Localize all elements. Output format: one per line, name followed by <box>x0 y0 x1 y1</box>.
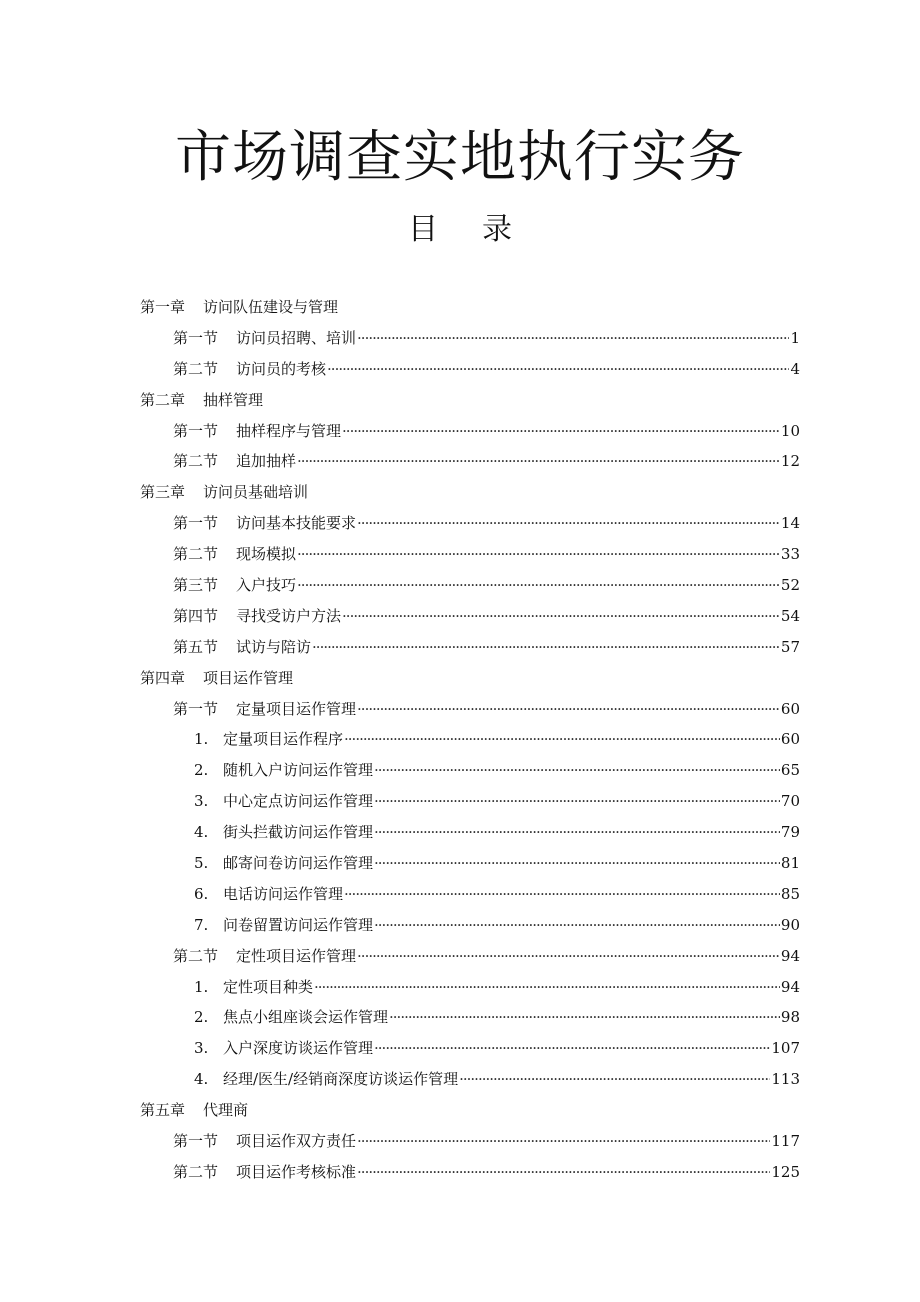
document-title: 市场调查实地执行实务 <box>175 125 745 190</box>
toc-item[interactable] <box>194 879 800 910</box>
dot-leader <box>389 1002 780 1033</box>
page-number: 107 <box>771 1039 800 1058</box>
toc-row <box>0 972 920 1003</box>
dot-leader <box>459 1064 770 1095</box>
entry-title: 焦点小组座谈会运作管理 <box>223 1008 389 1027</box>
toc-section[interactable] <box>173 941 800 972</box>
dot-leader <box>374 786 780 817</box>
page-number: 125 <box>771 1162 800 1181</box>
entry-label: 第一节 <box>173 514 219 533</box>
dot-leader <box>357 323 789 354</box>
toc-row <box>0 477 920 508</box>
page-number: 33 <box>780 545 800 564</box>
entry-label: 4. <box>194 823 209 842</box>
entry-label: 第一节 <box>173 421 219 440</box>
dot-leader <box>297 570 780 601</box>
dot-leader <box>357 1157 770 1188</box>
page-number: 79 <box>780 823 800 842</box>
toc-row <box>0 817 920 848</box>
entry-title: 访问基本技能要求 <box>236 514 357 533</box>
page-number: 70 <box>780 792 800 811</box>
toc-section[interactable] <box>173 323 800 354</box>
entry-label: 6. <box>194 884 209 903</box>
toc-chapter <box>140 663 293 694</box>
toc-row <box>0 1126 920 1157</box>
toc-row <box>0 663 920 694</box>
toc-chapter <box>140 292 338 323</box>
entry-title: 试访与陪访 <box>236 637 312 656</box>
entry-title: 电话访问运作管理 <box>223 884 344 903</box>
toc-row <box>0 910 920 941</box>
entry-title: 入户深度访谈运作管理 <box>223 1039 374 1058</box>
dot-leader <box>357 694 780 725</box>
page-number: 12 <box>780 452 800 471</box>
entry-label: 第一节 <box>173 1132 219 1151</box>
entry-label: 第一节 <box>173 699 219 718</box>
toc-row <box>0 724 920 755</box>
page-number: 117 <box>771 1132 800 1151</box>
toc-item[interactable] <box>194 817 800 848</box>
entry-label: 7. <box>194 915 209 934</box>
toc-item[interactable] <box>194 848 800 879</box>
chapter-label: 第一章 <box>140 298 186 316</box>
page-number: 113 <box>771 1070 800 1089</box>
toc-row <box>0 323 920 354</box>
dot-leader <box>357 941 780 972</box>
entry-label: 第一节 <box>173 328 219 347</box>
toc-row <box>0 755 920 786</box>
toc-item[interactable] <box>194 786 800 817</box>
entry-title: 定性项目种类 <box>223 977 314 996</box>
entry-title: 中心定点访问运作管理 <box>223 792 374 811</box>
page-number: 10 <box>780 421 800 440</box>
entry-title: 问卷留置访问运作管理 <box>223 915 374 934</box>
entry-label: 第二节 <box>173 359 219 378</box>
toc-row <box>0 385 920 416</box>
entry-title: 定性项目运作管理 <box>236 946 357 965</box>
chapter-title: 项目运作管理 <box>203 668 294 687</box>
entry-label: 1. <box>194 977 209 996</box>
entry-label: 4. <box>194 1070 209 1089</box>
page-number: 94 <box>780 946 800 965</box>
toc-row <box>0 508 920 539</box>
entry-label: 3. <box>194 1039 209 1058</box>
entry-title: 追加抽样 <box>236 452 297 471</box>
toc-row <box>0 292 920 323</box>
entry-title: 街头拦截访问运作管理 <box>223 823 374 842</box>
entry-title: 访问员招聘、培训 <box>236 328 357 347</box>
chapter-label: 第五章 <box>140 1101 186 1120</box>
entry-title: 经理/医生/经销商深度访谈运作管理 <box>223 1070 459 1089</box>
dot-leader <box>374 755 780 786</box>
chapter-title: 访问员基础培训 <box>203 483 309 502</box>
entry-title: 随机入户访问运作管理 <box>223 761 374 780</box>
toc-row <box>0 1064 920 1095</box>
dot-leader <box>312 632 780 663</box>
dot-leader <box>297 446 780 477</box>
dot-leader <box>344 879 780 910</box>
chapter-label: 第二章 <box>140 390 186 409</box>
toc-row <box>0 1002 920 1033</box>
page-number: 60 <box>780 730 800 749</box>
toc-row <box>0 1033 920 1064</box>
dot-leader <box>374 848 780 879</box>
toc-row <box>0 539 920 570</box>
toc-item[interactable] <box>194 1033 800 1064</box>
entry-title: 项目运作考核标准 <box>236 1162 357 1181</box>
toc-section[interactable] <box>173 1157 800 1188</box>
page-number: 90 <box>780 915 800 934</box>
dot-leader <box>342 601 780 632</box>
page-number: 14 <box>780 514 800 533</box>
entry-title: 项目运作双方责任 <box>236 1132 357 1151</box>
toc-heading-char-2: 录 <box>482 212 512 247</box>
toc-chapter <box>140 1095 248 1126</box>
entry-label: 第三节 <box>173 576 219 595</box>
toc-row <box>0 879 920 910</box>
toc-row <box>0 1157 920 1188</box>
toc-item[interactable] <box>194 972 800 1003</box>
chapter-title: 代理商 <box>203 1101 249 1120</box>
chapter-title: 抽样管理 <box>203 390 264 409</box>
toc-item[interactable] <box>194 755 800 786</box>
chapter-label: 第四章 <box>140 668 186 687</box>
page-number: 1 <box>790 328 800 347</box>
toc-chapter <box>140 477 308 508</box>
dot-leader <box>344 724 780 755</box>
entry-label: 2. <box>194 761 209 780</box>
toc-row <box>0 632 920 663</box>
page-number: 94 <box>780 977 800 996</box>
toc-row <box>0 446 920 477</box>
toc-section[interactable] <box>173 416 800 447</box>
entry-title: 定量项目运作程序 <box>223 730 344 749</box>
toc-row <box>0 941 920 972</box>
toc-row <box>0 416 920 447</box>
page-number: 85 <box>780 884 800 903</box>
dot-leader <box>357 508 780 539</box>
page-number: 60 <box>780 699 800 718</box>
dot-leader <box>357 1126 770 1157</box>
toc-item[interactable] <box>194 1064 800 1095</box>
entry-label: 5. <box>194 854 209 873</box>
dot-leader <box>374 1033 770 1064</box>
entry-title: 邮寄问卷访问运作管理 <box>223 854 374 873</box>
toc-section[interactable] <box>173 601 800 632</box>
toc-section[interactable] <box>173 446 800 477</box>
toc-section[interactable] <box>173 354 800 385</box>
entry-title: 抽样程序与管理 <box>236 421 342 440</box>
toc-row <box>0 570 920 601</box>
dot-leader <box>297 539 780 570</box>
entry-label: 1. <box>194 730 209 749</box>
toc-row <box>0 601 920 632</box>
toc-row <box>0 848 920 879</box>
entry-title: 访问员的考核 <box>236 359 327 378</box>
toc-row <box>0 1095 920 1126</box>
entry-title: 寻找受访户方法 <box>236 606 342 625</box>
toc-heading <box>0 208 920 252</box>
entry-label: 2. <box>194 1008 209 1027</box>
entry-label: 第二节 <box>173 946 219 965</box>
entry-label: 第五节 <box>173 637 219 656</box>
entry-title: 入户技巧 <box>236 576 297 595</box>
dot-leader <box>327 354 789 385</box>
entry-label: 第二节 <box>173 1162 219 1181</box>
toc-section[interactable] <box>173 570 800 601</box>
toc-row <box>0 694 920 725</box>
dot-leader <box>314 972 780 1003</box>
entry-label: 3. <box>194 792 209 811</box>
chapter-label: 第三章 <box>140 483 186 502</box>
dot-leader <box>342 416 780 447</box>
page-number: 52 <box>780 576 800 595</box>
entry-label: 第四节 <box>173 606 219 625</box>
toc-section[interactable] <box>173 1126 800 1157</box>
toc-item[interactable] <box>194 724 800 755</box>
entry-title: 定量项目运作管理 <box>236 699 357 718</box>
page-number: 81 <box>780 854 800 873</box>
toc-heading-char-1: 目 <box>408 212 438 247</box>
page-number: 54 <box>780 606 800 625</box>
page-number: 4 <box>790 359 800 378</box>
toc-section[interactable] <box>173 539 800 570</box>
toc-item[interactable] <box>194 1002 800 1033</box>
entry-label: 第二节 <box>173 545 219 564</box>
page-number: 57 <box>780 637 800 656</box>
toc-section[interactable] <box>173 508 800 539</box>
toc-section[interactable] <box>173 694 800 725</box>
dot-leader <box>374 910 780 941</box>
toc-section[interactable] <box>173 632 800 663</box>
chapter-title: 访问队伍建设与管理 <box>203 298 339 316</box>
entry-label: 第二节 <box>173 452 219 471</box>
dot-leader <box>374 817 780 848</box>
toc-chapter <box>140 385 263 416</box>
page-number: 98 <box>780 1008 800 1027</box>
page-number: 65 <box>780 761 800 780</box>
entry-title: 现场模拟 <box>236 545 297 564</box>
table-of-contents <box>0 292 920 1188</box>
toc-item[interactable] <box>194 910 800 941</box>
toc-row <box>0 354 920 385</box>
toc-row <box>0 786 920 817</box>
